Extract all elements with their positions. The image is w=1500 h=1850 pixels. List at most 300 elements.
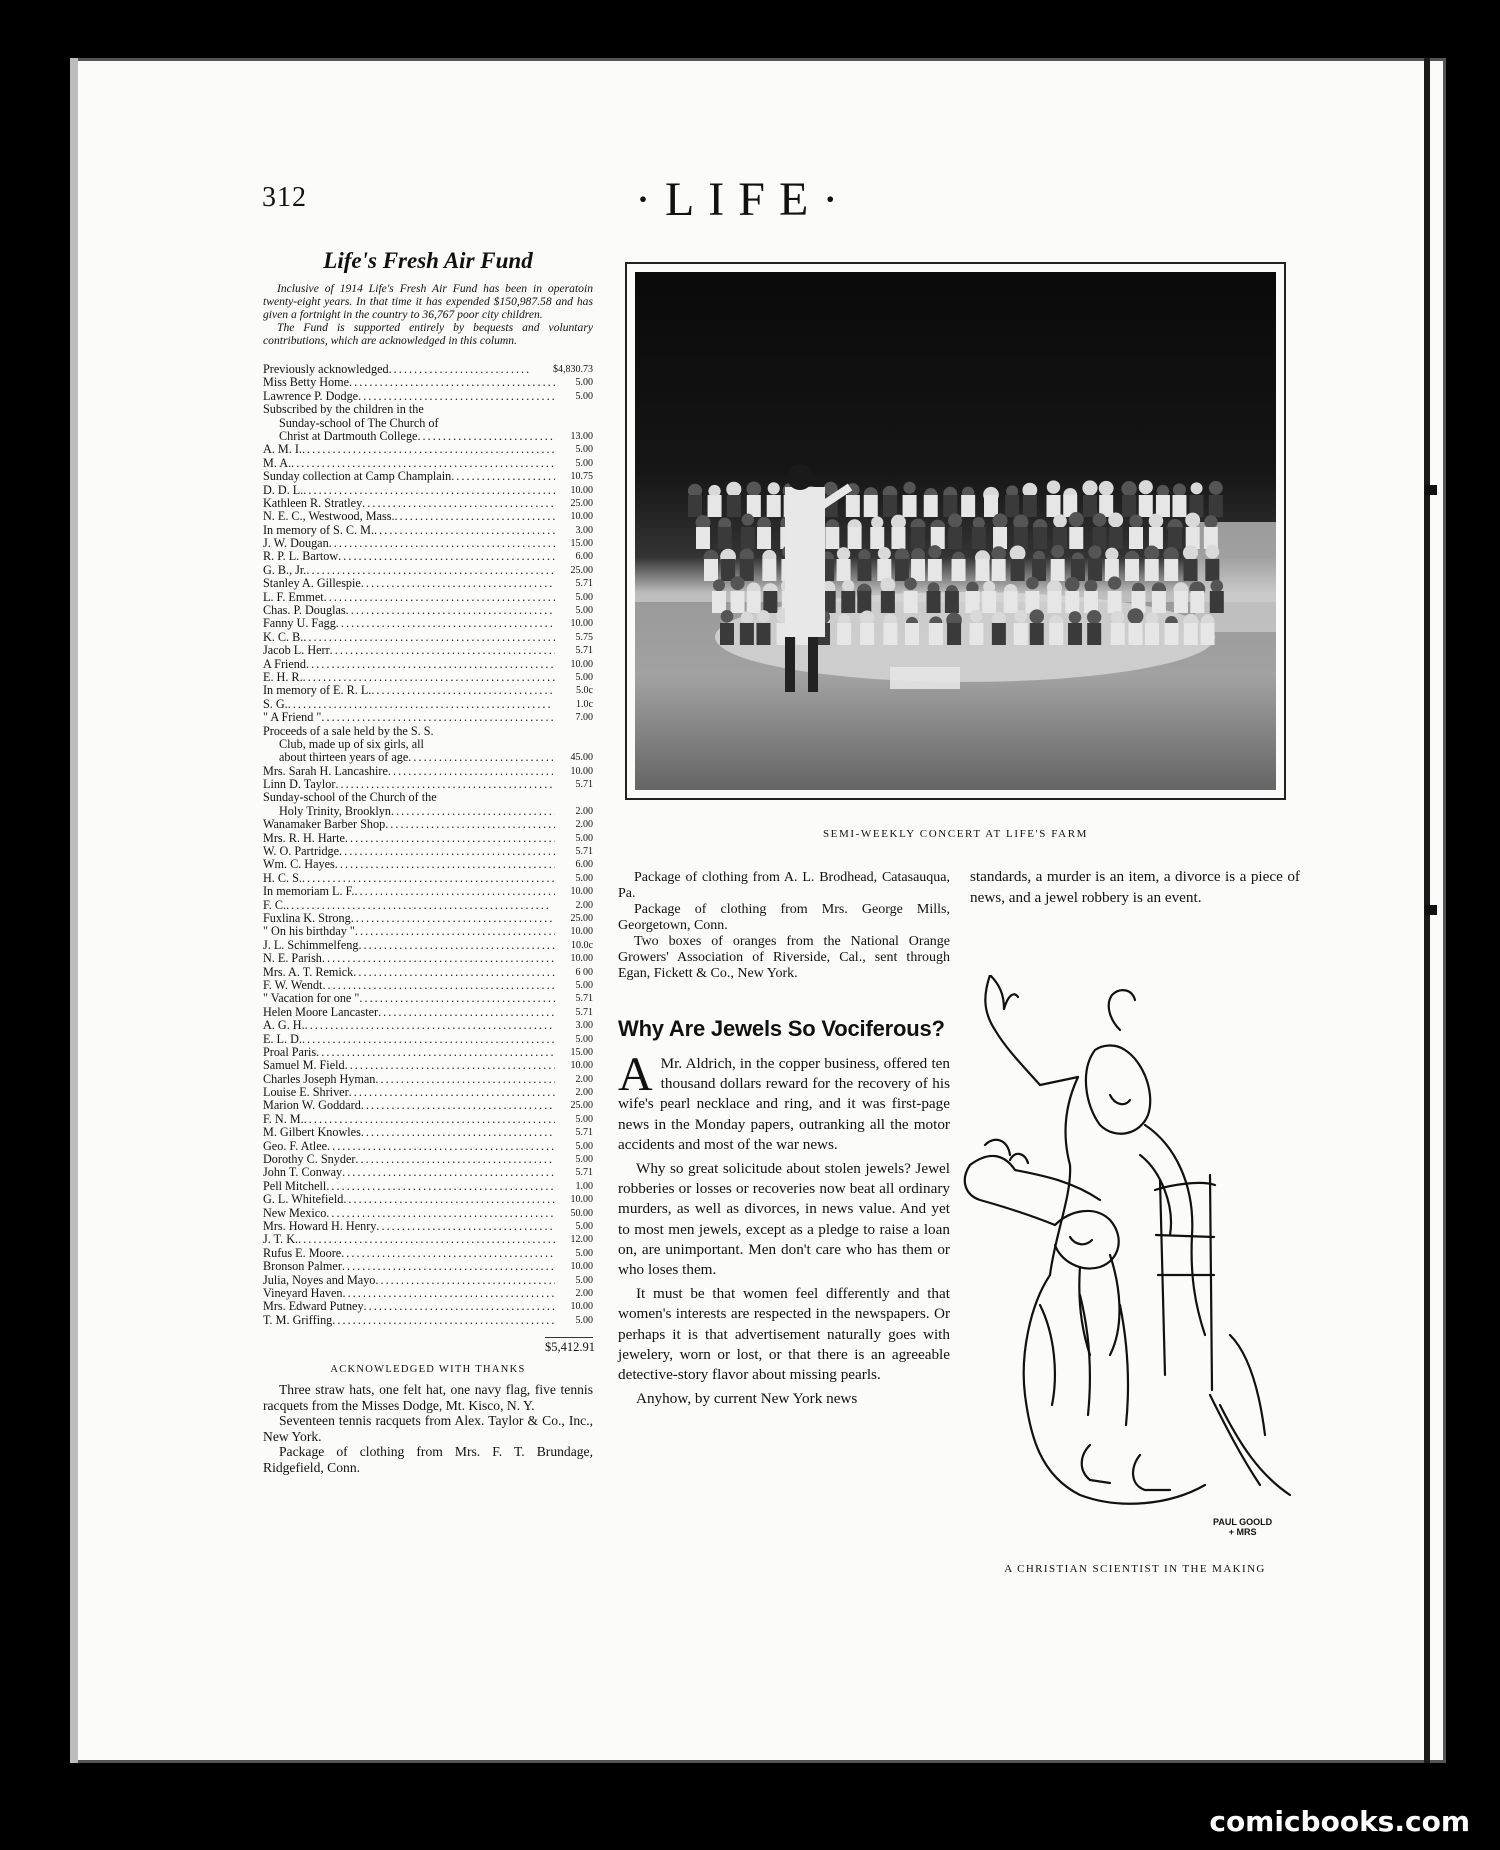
contribution-amount: 6 00 [575, 966, 593, 978]
contribution-row [263, 1059, 593, 1072]
contribution-amount: 2.00 [575, 819, 593, 831]
contributor-name: Mrs. Edward Putney [263, 1300, 364, 1314]
leader-dots [329, 537, 555, 550]
contributor-name: " Vacation for one " [263, 992, 360, 1006]
leader-dots [351, 912, 555, 925]
contribution-amount: 10.00 [570, 765, 593, 777]
credit-line: + MRS [1228, 1527, 1257, 1537]
contributor-name: N. E. C., Westwood, Mass. [263, 510, 395, 524]
contribution-row [263, 939, 593, 952]
contribution-row [263, 1314, 593, 1327]
contribution-amount: 5.00 [575, 1154, 593, 1166]
leader-dots [343, 1193, 555, 1206]
contribution-amount: 5.75 [575, 631, 593, 643]
leader-dots [336, 617, 555, 630]
contribution-amount: 5.00 [575, 832, 593, 844]
leader-dots [395, 510, 555, 523]
contribution-amount: 5.71 [575, 993, 593, 1005]
leader-dots [286, 899, 555, 912]
contribution-amount: 5.71 [575, 779, 593, 791]
contribution-row [263, 1300, 593, 1313]
ack-paragraph: Package of clothing from Mrs. F. T. Brundage, Ridgefield, Conn. [263, 1444, 593, 1475]
contribution-amount: 10.00 [570, 1301, 593, 1313]
contributor-name: G. B., Jr. [263, 563, 307, 577]
leader-dots [389, 363, 529, 376]
middle-column [618, 870, 950, 1413]
leader-dots [342, 1260, 555, 1273]
contribution-row [263, 631, 593, 644]
contribution-amount: 5.00 [575, 444, 593, 456]
leader-dots [355, 925, 555, 938]
contribution-amount: 5.00 [575, 377, 593, 389]
photo-caption: SEMI-WEEKLY CONCERT AT LIFE'S FARM [822, 828, 1089, 840]
contribution-amount: 5.00 [575, 390, 593, 402]
contributor-name: Bronson Palmer [263, 1260, 342, 1274]
contribution-row [263, 510, 593, 523]
contribution-row [263, 457, 593, 470]
leader-dots [376, 1220, 555, 1233]
contribution-row [263, 1006, 593, 1019]
contributor-name: John T. Conway [263, 1166, 343, 1180]
contributor-name: In memory of S. C. M. [263, 523, 375, 537]
spanking-illustration [960, 975, 1310, 1545]
contribution-row [263, 376, 593, 389]
contributor-name: Lawrence P. Dodge [263, 389, 359, 403]
contribution-row [263, 1126, 593, 1139]
contribution-row [263, 1046, 593, 1059]
contribution-row [263, 604, 593, 617]
article-paragraph [618, 1048, 950, 1155]
contribution-row [263, 912, 593, 925]
ack-paragraph: Seventeen tennis racquets from Alex. Taylor & Co., Inc., New York. [263, 1413, 593, 1444]
concert-photo-image [635, 272, 1276, 790]
contribution-row [263, 792, 593, 805]
contributor-name: N. E. Parish [263, 952, 322, 966]
contributor-name: Miss Betty Home [263, 376, 349, 390]
contribution-amount: 15.00 [570, 1046, 593, 1058]
contribution-amount: 5.0c [576, 685, 593, 697]
contributor-name: Kathleen R. Stratley [263, 496, 363, 510]
fund-title: Life's Fresh Air Fund [323, 248, 533, 273]
contributor-name: Marion W. Goddard [263, 1099, 361, 1113]
contributions-list [263, 363, 593, 1327]
leader-dots [302, 1033, 555, 1046]
contribution-row [263, 966, 593, 979]
contribution-row [263, 1113, 593, 1126]
leader-dots [362, 497, 555, 510]
leader-dots [291, 457, 555, 470]
contributor-name: Wm. C. Hayes [263, 858, 335, 872]
contribution-amount: 5.00 [575, 457, 593, 469]
leader-dots [385, 818, 555, 831]
contribution-row [263, 1260, 593, 1273]
contribution-row [263, 658, 593, 671]
leader-dots [345, 832, 555, 845]
fund-total: $5,412.91 [545, 1337, 593, 1355]
contributor-name: Samuel M. Field [263, 1059, 345, 1073]
contribution-row [263, 1180, 593, 1193]
leader-dots [335, 778, 555, 791]
contribution-amount: 10.00 [570, 1060, 593, 1072]
contribution-row [263, 550, 593, 563]
contributor-name: Sunday-school of the Church of the [263, 791, 437, 805]
credit-line: PAUL GOOLD [1213, 1517, 1273, 1527]
contribution-amount: 50.00 [570, 1207, 593, 1219]
leader-dots [341, 1247, 555, 1260]
contribution-row [263, 591, 593, 604]
article-paragraph: Anyhow, by current New York news [636, 1390, 858, 1408]
contribution-row [263, 1153, 593, 1166]
leader-dots [316, 1046, 555, 1059]
contribution-row [263, 1287, 593, 1300]
contributor-name: Vineyard Haven [263, 1286, 343, 1300]
contributor-name: Jacob L. Herr [263, 644, 330, 658]
contribution-row [263, 778, 593, 791]
contribution-row [263, 470, 593, 483]
contribution-row [263, 403, 593, 416]
leader-dots [332, 1314, 555, 1327]
leader-dots [345, 1059, 555, 1072]
leader-dots [303, 484, 555, 497]
contribution-row [263, 845, 593, 858]
leader-dots [408, 751, 555, 764]
contributor-name: J. W. Dougan [263, 537, 329, 551]
contributor-name: Mrs. Sarah H. Lancashire [263, 764, 388, 778]
contribution-amount: 45.00 [570, 752, 593, 764]
contribution-amount: 5.00 [575, 591, 593, 603]
contributor-name: F. C. [263, 898, 287, 912]
contributor-name: In memory of E. R. L. [263, 684, 372, 698]
article-first-text: Mr. Aldrich, in the copper business, offered ten thousand dollars reward for the recovery of his wife's pearl necklace and ring, and it was first-page news in the Monday papers, outranking all the motor accidents and most of the war news. [618, 1055, 950, 1153]
leader-dots [327, 1140, 555, 1153]
contribution-amount: 10.0c [571, 939, 593, 951]
leader-dots [342, 1166, 555, 1179]
contribution-row [263, 363, 593, 376]
contribution-amount: 10.00 [570, 1261, 593, 1273]
leader-dots [417, 430, 555, 443]
drop-cap: A [618, 1048, 653, 1101]
leader-dots [355, 1153, 555, 1166]
contribution-row [263, 1247, 593, 1260]
leader-dots [338, 550, 555, 563]
contribution-amount: 5.00 [575, 1247, 593, 1259]
contribution-amount: 5.00 [575, 605, 593, 617]
leader-dots [330, 644, 555, 657]
contribution-amount: 10.75 [570, 471, 593, 483]
contributor-name: Proal Paris [263, 1045, 317, 1059]
contributor-name: W. O. Partridge [263, 845, 340, 859]
leader-dots [371, 684, 555, 697]
leader-dots [349, 376, 555, 389]
contribution-amount: 5.00 [575, 1314, 593, 1326]
contributor-name: E. L. D. [263, 1032, 302, 1046]
leader-dots [346, 604, 555, 617]
contribution-row [263, 952, 593, 965]
leader-dots [375, 1274, 555, 1287]
leader-dots [306, 658, 555, 671]
contributor-name: In memoriam L. F. [263, 885, 355, 899]
contribution-amount: 25.00 [570, 564, 593, 576]
leader-dots [322, 979, 555, 992]
fund-intro-2: The Fund is supported entirely by bequests and voluntary contributions, which are acknowledged in this column. [263, 321, 593, 347]
contribution-row [263, 564, 593, 577]
leader-dots [302, 443, 555, 456]
leader-dots [305, 1019, 555, 1032]
contribution-row [263, 925, 593, 938]
leader-dots [391, 805, 555, 818]
contribution-amount: 1.00 [575, 1180, 593, 1192]
contribution-amount: 5.00 [575, 872, 593, 884]
leader-dots [326, 1180, 555, 1193]
contribution-row [263, 725, 593, 738]
contribution-amount: 10.00 [570, 484, 593, 496]
contribution-amount: 10.00 [570, 1194, 593, 1206]
contribution-amount: 5.71 [575, 645, 593, 657]
contribution-row [263, 1193, 593, 1206]
contribution-amount: 5.00 [575, 1274, 593, 1286]
contributor-name: Previously acknowledged [263, 363, 389, 376]
contribution-amount: 5.71 [575, 1167, 593, 1179]
contribution-amount: 5.00 [575, 671, 593, 683]
leader-dots [378, 1006, 555, 1019]
contributor-name: Club, made up of six girls, all [279, 737, 424, 751]
concert-photo [625, 262, 1286, 800]
illustration-credit [1213, 1517, 1272, 1537]
contribution-amount: 5.00 [575, 1220, 593, 1232]
contributor-name: Christ at Dartmouth College [279, 429, 418, 443]
contributor-name: Rufus E. Moore [263, 1246, 342, 1260]
leader-dots [361, 577, 555, 590]
contribution-row [263, 524, 593, 537]
contribution-amount: $4,830.73 [553, 363, 593, 375]
contribution-amount: 12.00 [570, 1234, 593, 1246]
contributor-name: Sunday collection at Camp Champlain [263, 470, 452, 484]
leader-dots [321, 711, 555, 724]
contributor-name: Sunday-school of The Church of [279, 416, 439, 430]
contributor-name: " A Friend " [263, 711, 322, 725]
contribution-amount: 5.00 [575, 1140, 593, 1152]
contribution-amount: 3.00 [575, 524, 593, 536]
contributor-name: about thirteen years of age [279, 751, 409, 765]
contributor-name: L. F. Emmet [263, 590, 324, 604]
contribution-amount: 10.00 [570, 953, 593, 965]
contribution-amount: 5.71 [575, 1006, 593, 1018]
contribution-row [263, 1073, 593, 1086]
right-column [970, 866, 1300, 908]
leader-dots [288, 698, 555, 711]
leader-dots [335, 858, 555, 871]
contribution-row [263, 1207, 593, 1220]
contribution-amount: 2.00 [575, 805, 593, 817]
contributor-name: Dorothy C. Snyder [263, 1153, 356, 1167]
leader-dots [324, 591, 555, 604]
contribution-row [263, 484, 593, 497]
contribution-amount: 5.00 [575, 979, 593, 991]
contributor-name: A. M. I. [263, 443, 302, 457]
contribution-amount: 10.00 [570, 511, 593, 523]
contribution-amount: 10.00 [570, 886, 593, 898]
leader-dots [364, 1300, 555, 1313]
contribution-row [263, 818, 593, 831]
contributor-name: H. C. S. [263, 871, 302, 885]
contribution-amount: 2.00 [575, 1287, 593, 1299]
leader-dots [361, 1099, 555, 1112]
contribution-row [263, 698, 593, 711]
leader-dots [303, 631, 555, 644]
contribution-amount: 6.00 [575, 859, 593, 871]
contribution-amount: 13.00 [570, 430, 593, 442]
contributor-name: Charles Joseph Hyman [263, 1072, 376, 1086]
contribution-amount: 7.00 [575, 712, 593, 724]
contribution-row [263, 1086, 593, 1099]
gutter-mark [1425, 905, 1437, 915]
leader-dots [342, 1287, 555, 1300]
contributor-name: Mrs. A. T. Remick [263, 965, 354, 979]
leader-dots [339, 845, 555, 858]
contribution-row [263, 1233, 593, 1246]
contributor-name: Proceeds of a sale held by the S. S. [263, 724, 434, 738]
contribution-row [263, 1140, 593, 1153]
contribution-row [263, 1099, 593, 1112]
contribution-amount: 10.00 [570, 658, 593, 670]
contribution-row [263, 899, 593, 912]
contribution-row [263, 832, 593, 845]
contribution-row [263, 684, 593, 697]
leader-dots [451, 470, 555, 483]
contributor-name: S. G. [263, 697, 288, 711]
contributor-name: Geo. F. Atlee [263, 1139, 328, 1153]
leader-dots [358, 939, 555, 952]
contribution-amount: 5.71 [575, 846, 593, 858]
fund-column [263, 248, 593, 1475]
contribution-row [263, 644, 593, 657]
contributor-name: Linn D. Taylor [263, 778, 336, 792]
illustration-caption: A CHRISTIAN SCIENTIST IN THE MAKING [1004, 1563, 1266, 1575]
ack-paragraph: Three straw hats, one felt hat, one navy flag, five tennis racquets from the Misses Dodge, Mt. Kisco, N. Y. [263, 1382, 593, 1413]
contributor-name: F. W. Wendt [263, 978, 323, 992]
donation-paragraph: Two boxes of oranges from the National Orange Growers' Association of Riverside, Cal., sent through Egan, Fickett & Co., New York. [618, 934, 950, 981]
contribution-amount: 6.00 [575, 551, 593, 563]
contribution-row [263, 992, 593, 1005]
contribution-row [263, 751, 593, 764]
contribution-row [263, 979, 593, 992]
contributor-name: J. T. K. [263, 1233, 299, 1247]
contribution-row [263, 1220, 593, 1233]
contribution-row [263, 1166, 593, 1179]
contributor-name: Pell Mitchell [263, 1179, 327, 1193]
contributor-name: M. A. [263, 456, 292, 470]
gutter-mark [1425, 485, 1437, 495]
donation-paragraph: Package of clothing from A. L. Brodhead, Catasauqua, Pa. [618, 870, 950, 901]
contributor-name: Stanley A. Gillespie [263, 577, 361, 591]
contribution-amount: 10.00 [570, 926, 593, 938]
article-paragraph: Why so great solicitude about stolen jewels? Jewel robberies or losses or recoveries now beat all ordinary murders, as well as divorces, in news value. And yet to most men jewels, except as a pledge to raise a loan on, are unimportant. Men don't care who has them or who loses them. [618, 1160, 950, 1279]
contributor-name: Wanamaker Barber Shop [263, 818, 386, 832]
contribution-row [263, 885, 593, 898]
contribution-row [263, 1019, 593, 1032]
contributor-name: Helen Moore Lancaster [263, 1005, 379, 1019]
contribution-row [263, 738, 593, 751]
leader-dots [303, 671, 555, 684]
contribution-amount: 25.00 [570, 497, 593, 509]
contribution-amount: 1.0c [576, 698, 593, 710]
contribution-amount: 15.00 [570, 538, 593, 550]
masthead: ·LIFE· [635, 173, 853, 226]
leader-dots [349, 1086, 555, 1099]
contributor-name: E. H. R. [263, 670, 303, 684]
contribution-amount: 2.00 [575, 899, 593, 911]
article-paragraph: It must be that women feel differently and that women's interests are respected in the newspapers. Or perhaps it is that advertisement naturally goes with jewelery, worn or lost, or that there is an agreeable detective-story flavor about missing pearls. [618, 1285, 950, 1384]
page-number: 312 [262, 182, 307, 213]
contributor-name: Chas. P. Douglas [263, 604, 346, 618]
leader-dots [375, 1073, 555, 1086]
contributor-name: Fanny U. Fagg [263, 617, 336, 631]
contribution-row [263, 390, 593, 403]
contribution-row [263, 711, 593, 724]
contribution-amount: 25.00 [570, 1100, 593, 1112]
contribution-row [263, 443, 593, 456]
contribution-row [263, 1274, 593, 1287]
contribution-row [263, 671, 593, 684]
contributor-name: R. P. L. Bartow [263, 550, 339, 564]
contribution-row [263, 430, 593, 443]
contributor-name: A Friend [263, 657, 306, 671]
contributor-name: New Mexico [263, 1206, 327, 1220]
contribution-amount: 5.00 [575, 1033, 593, 1045]
leader-dots [326, 1207, 555, 1220]
contributor-name: " On his birthday " [263, 925, 355, 939]
contributor-name: Julia, Noyes and Mayo [263, 1273, 376, 1287]
contribution-row [263, 858, 593, 871]
leader-dots [304, 1113, 555, 1126]
contribution-amount: 25.00 [570, 913, 593, 924]
leader-dots [306, 564, 555, 577]
contribution-row [263, 872, 593, 885]
watermark: comicbooks.com [1209, 1805, 1470, 1838]
contribution-row [263, 537, 593, 550]
donation-paragraph: Package of clothing from Mrs. George Mills, Georgetown, Conn. [618, 902, 950, 933]
contributor-name: D. D. L. [263, 483, 304, 497]
leader-dots [302, 872, 555, 885]
leader-dots [359, 992, 555, 1005]
contributor-name: Mrs. Howard H. Henry [263, 1220, 377, 1233]
contribution-row [263, 617, 593, 630]
contribution-amount: 10.00 [570, 618, 593, 630]
contributor-name: M. Gilbert Knowles [263, 1126, 361, 1140]
leader-dots [354, 885, 555, 898]
leader-dots [358, 390, 555, 403]
contributor-name: Mrs. R. H. Harte [263, 831, 345, 845]
contributor-name: G. L. Whitefield [263, 1193, 344, 1207]
contribution-row [263, 577, 593, 590]
leader-dots [353, 966, 555, 979]
contribution-amount: 3.00 [575, 1020, 593, 1032]
leader-dots [322, 952, 555, 965]
leader-dots [361, 1126, 555, 1139]
page-edge-shadow [70, 58, 78, 1763]
contribution-row [263, 417, 593, 430]
contributor-name: A. G. H. [263, 1019, 305, 1033]
contribution-amount: 2.00 [575, 1073, 593, 1085]
fund-intro: Inclusive of 1914 Life's Fresh Air Fund has been in operatoin twenty-eight years. In that time it has expended $150,987.58 and has given a fortnight in the country to 36,767 poor city children. [263, 282, 593, 321]
contributor-name: Fuxlina K. Strong [263, 912, 351, 925]
contributor-name: Louise E. Shriver [263, 1086, 349, 1100]
contribution-row [263, 805, 593, 818]
contributor-name: F. N. M. [263, 1112, 304, 1126]
contribution-amount: 5.00 [575, 1113, 593, 1125]
contribution-row [263, 1033, 593, 1046]
leader-dots [374, 524, 555, 537]
